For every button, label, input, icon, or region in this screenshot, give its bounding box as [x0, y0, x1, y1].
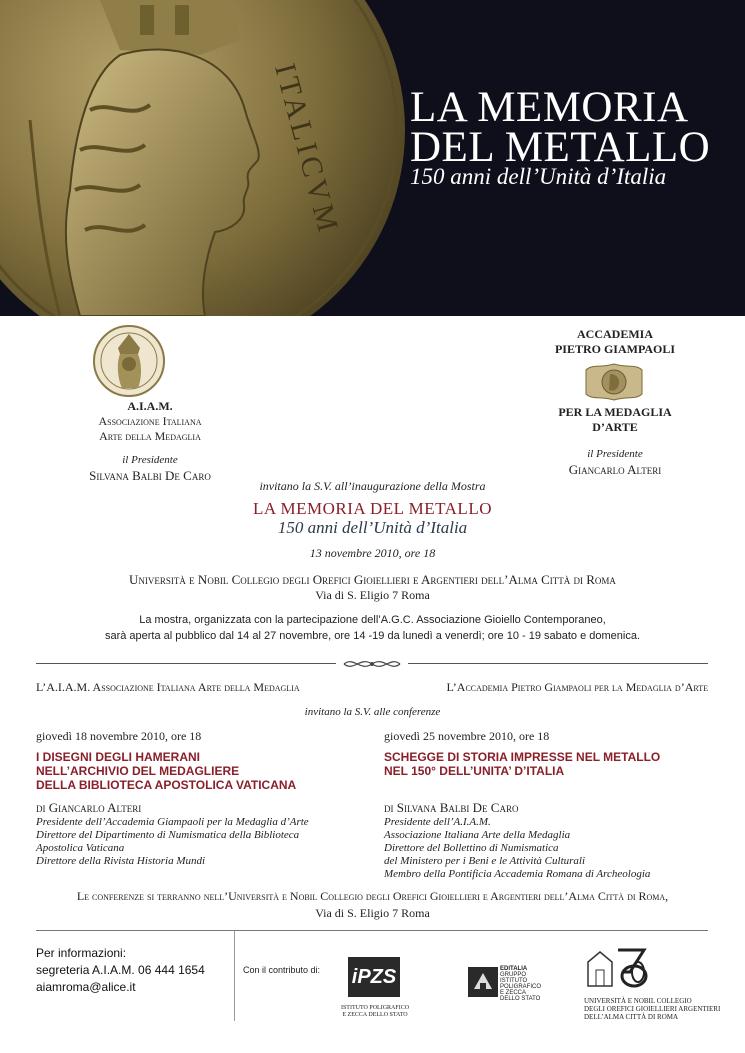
conference-2-title-line1: SCHEGGE DI STORIA IMPRESSE NEL METALLO — [384, 750, 661, 764]
invitation-address: Via di S. Eligio 7 Roma — [315, 588, 430, 602]
hero-banner — [0, 0, 745, 316]
conference-1-roles — [36, 816, 366, 868]
accademia-logo — [582, 362, 646, 402]
conference-1-role1: Presidente dell’Accademia Giampaoli per la Medaglia d’Arte — [36, 816, 309, 828]
footer-vertical-divider — [234, 931, 235, 1021]
conference-1-role3: Apostolica Vaticana — [36, 842, 125, 854]
conferences-venue-line1: Le conferenze si terranno nell’Università e Nobil Collegio degli Orefici Gioiellieri e Argentieri dell’Alma Città di Roma, — [76, 889, 669, 903]
conferences-org-right: L’Accademia Pietro Giampaoli per la Medaglia d’Arte — [446, 680, 708, 694]
conferences-venue — [0, 888, 745, 922]
editalia-line1: EDITALIA — [500, 966, 528, 972]
conference-2-role3: Direttore del Bollettino di Numismatica — [384, 842, 559, 854]
university-line2: DEGLI OREFICI GIOIELLIERI ARGENTIERI — [584, 1005, 721, 1013]
invitation-intro: invitano la S.V. all’inaugurazione della Mostra — [259, 479, 486, 493]
conference-1-role4: Direttore della Rivista Historia Mundi — [36, 855, 206, 867]
conference-2-title-line2: NEL 150° DELL’UNITA’ D’ITALIA — [384, 764, 565, 778]
conference-2-speaker: di Silvana Balbi De Caro — [384, 800, 519, 815]
conference-2-role2: Associazione Italiana Arte della Medaglia — [384, 829, 571, 841]
accademia-title — [520, 327, 710, 357]
aiam-logo — [92, 324, 166, 398]
university-caption — [584, 997, 734, 1021]
accademia-subtitle — [520, 405, 710, 435]
accademia-president-name: Giancarlo Alteri — [568, 462, 662, 477]
aiam-name-line1: Associazione Italiana — [98, 414, 202, 428]
exhibition-note — [0, 612, 745, 644]
exhibition-note-line2: sarà aperta al pubblico dal 14 al 27 novembre, ore 14 -19 da lunedì a venerdì; ore 10 - 19 sabato e domenica. — [104, 630, 641, 642]
invitation-subtitle: 150 anni dell’Unità d’Italia — [277, 518, 468, 537]
conference-2 — [384, 729, 714, 881]
contributor-label: Con il contributo di: — [243, 965, 321, 975]
aiam-president-name: Silvana Balbi De Caro — [89, 468, 211, 483]
conference-1-title — [36, 750, 366, 792]
ipzs-caption-line2: E ZECCA DELLO STATO — [342, 1012, 408, 1018]
invitation-date: 13 novembre 2010, ore 18 — [309, 546, 436, 560]
contact-info — [36, 945, 205, 996]
conferences-venue-line2: Via di S. Eligio 7 Roma — [315, 906, 430, 920]
medal-image — [0, 0, 405, 316]
accademia-name-line3: PER LA MEDAGLIA — [558, 405, 672, 419]
ipzs-caption — [335, 1005, 415, 1019]
university-line1: UNIVERSITÀ E NOBIL COLLEGIO — [584, 997, 692, 1005]
editalia-line2: GRUPPO — [500, 972, 527, 978]
conference-2-roles — [384, 816, 714, 881]
hero-subtitle: 150 anni dell’Unità d’Italia — [410, 164, 667, 189]
contact-label: Per informazioni: — [36, 946, 127, 960]
contact-phone[interactable]: segreteria A.I.A.M. 06 444 1654 — [36, 963, 205, 977]
aiam-block — [30, 399, 270, 483]
conference-2-title — [384, 750, 714, 778]
invitation-title: LA MEMORIA DEL METALLO — [253, 499, 492, 518]
ipzs-caption-line1: ISTITUTO POLIGRAFICO — [340, 1005, 410, 1011]
university-logo — [584, 942, 654, 992]
exhibition-note-line1: La mostra, organizzata con la partecipazione dell’A.G.C. Associazione Gioiello Contemporaneo, — [139, 614, 606, 626]
hero-title-line2: DEL METALLO — [410, 124, 711, 171]
contact-email[interactable]: aiamroma@alice.it — [36, 980, 136, 994]
university-line3: DELL’ALMA CITTÀ DI ROMA — [584, 1013, 679, 1021]
editalia-logo — [468, 967, 498, 997]
conference-1-title-line2: NELL’ARCHIVIO DEL MEDAGLIERE — [36, 764, 240, 778]
accademia-name-line1: ACCADEMIA — [577, 327, 653, 341]
editalia-line5: E ZECCA — [500, 990, 527, 996]
ornament-icon — [342, 654, 402, 674]
accademia-president-label: il Presidente — [587, 448, 643, 460]
accademia-name-line2: PIETRO GIAMPAOLI — [554, 342, 676, 356]
aiam-president-label: il Presidente — [122, 454, 178, 466]
editalia-line6: DELLO STATO — [500, 996, 541, 1002]
medal-inscription: ITALICVM — [268, 60, 346, 239]
conference-1-title-line1: I DISEGNI DEGLI HAMERANI — [36, 750, 201, 764]
conference-1-speaker: di Giancarlo Alteri — [36, 800, 142, 815]
conference-2-role5: Membro della Pontificia Accademia Romana di Archeologia — [384, 868, 651, 880]
conference-1 — [36, 729, 366, 868]
aiam-name-line2: Arte della Medaglia — [99, 429, 201, 443]
footer-divider — [36, 930, 708, 931]
accademia-president — [520, 447, 710, 477]
editalia-text — [500, 966, 541, 1002]
conference-2-role4: del Ministero per i Beni e le Attività Culturali — [384, 855, 586, 867]
invitation-venue: Università e Nobil Collegio degli Orefici Gioiellieri e Argentieri dell’Alma Città di Roma — [129, 572, 616, 587]
conference-1-title-line3: DELLA BIBLIOTECA APOSTOLICA VATICANA — [36, 778, 297, 792]
ipzs-logo: iPZS — [348, 957, 400, 997]
conferences-invite: invitano la S.V. alle conferenze — [304, 706, 441, 718]
hero-title — [410, 84, 711, 171]
accademia-name-line4: D’ARTE — [592, 420, 638, 434]
divider-right — [408, 663, 708, 664]
conference-2-role1: Presidente dell’A.I.A.M. — [384, 816, 491, 828]
aiam-abbr: A.I.A.M. — [127, 399, 173, 413]
conference-1-role2: Direttore del Dipartimento di Numismatica della Biblioteca — [36, 829, 300, 841]
conference-2-date: giovedì 25 novembre 2010, ore 18 — [384, 729, 550, 743]
divider-left — [36, 663, 336, 664]
editalia-line3: ISTITUTO — [500, 978, 528, 984]
conferences-org-left: L’A.I.A.M. Associazione Italiana Arte della Medaglia — [36, 680, 300, 694]
conference-1-date: giovedì 18 novembre 2010, ore 18 — [36, 729, 202, 743]
hero-title-line1: LA MEMORIA — [410, 84, 689, 131]
editalia-line4: POLIGRAFICO — [500, 984, 542, 990]
